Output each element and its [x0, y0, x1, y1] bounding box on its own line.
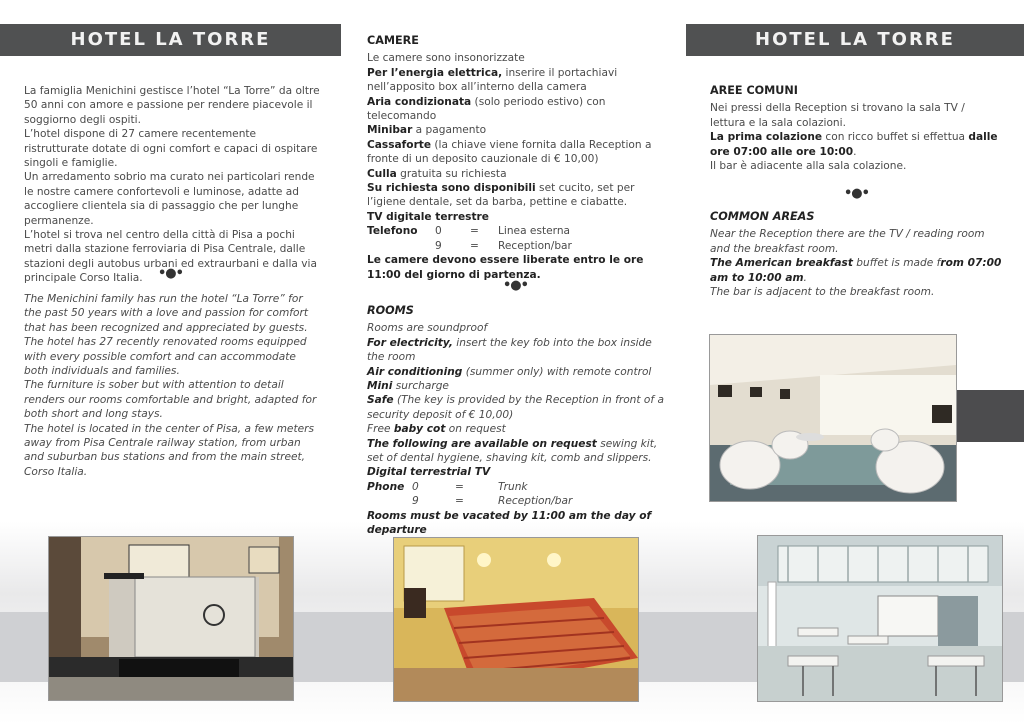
checkout-note: Rooms must be vacated by 11:00 am the day of departure: [367, 509, 652, 537]
it-paragraph: La famiglia Menichini gestisce l’hotel “La Torre” da oltre 50 anni con amore e passione per rendere piacevole il soggiorno degli ospiti.: [24, 85, 320, 126]
breakfast-room-photo: [757, 535, 1003, 702]
rooms-line: Digital terrestrial TV: [367, 466, 491, 479]
camere-line: Su richiesta sono disponibili set cucito, set per l’igiene dentale, set da barba, pettine e ciabatte.: [367, 182, 635, 209]
camere-section: [367, 34, 667, 282]
aree-title: AREE COMUNI: [710, 84, 798, 97]
it-paragraph: L’hotel si trova nel centro della città di Pisa a pochi metri dalla stazione ferroviaria di Pisa Centrale, dalle stazioni degli autobus urbani ed extraurbani e dalla via principale Corso Italia.: [24, 229, 317, 285]
common-areas-section: [710, 210, 1002, 299]
camere-line: Cassaforte (la chiave viene fornita dalla Reception a fronte di un deposito cauzionale di € 10,00): [367, 138, 652, 166]
right-header-title: HOTEL LA TORRE: [755, 29, 955, 50]
phone-row: Phone 0 = Trunk: [367, 480, 528, 493]
rooms-line: Air conditioning (summer only) with remote control: [367, 365, 652, 378]
rooms-line: Safe (The key is provided by the Reception in front of a security deposit of € 10,00): [367, 394, 664, 421]
lounge-photo: [709, 334, 957, 502]
camere-title: CAMERE: [367, 34, 419, 47]
camere-line: TV digitale terrestre: [367, 210, 489, 223]
rooms-line: For electricity, insert the key fob into the box inside the room: [367, 336, 652, 364]
camere-line: Culla gratuita su richiesta: [367, 167, 507, 180]
lounge-illustration: [710, 335, 956, 501]
right-separator: •●•: [844, 186, 869, 201]
common-line: Near the Reception there are the TV / reading room and the breakfast room.: [710, 228, 985, 255]
en-paragraph: The Menichini family has run the hotel “La Torre” for the past 50 years with a love and passion for comfort that has been recognized and appreciated by guests.: [24, 293, 308, 334]
checkout-note: Le camere devono essere liberate entro le ore 11:00 del giorno di partenza.: [367, 254, 644, 281]
camere-line: Le camere sono insonorizzate: [367, 52, 525, 65]
bedroom-photo: [393, 537, 639, 702]
rooms-section: [367, 304, 667, 538]
right-header-bar: [686, 24, 1024, 56]
it-paragraph: L’hotel dispone di 27 camere recentemente ristrutturate dotate di ogni comfort e capaci di ospitare singoli e famiglie.: [24, 128, 318, 170]
left-header-bar: [0, 24, 341, 56]
rooms-line: Rooms are soundproof: [367, 322, 488, 335]
left-italian-text: [24, 84, 322, 286]
bedroom-illustration: [394, 538, 638, 701]
left-separator: •●•: [158, 266, 183, 281]
it-paragraph: Un arredamento sobrio ma curato nei particolari rende le nostre camere confortevoli e luminose, adatte ad accogliere clientela sia di passaggio che per lunghe permanenze.: [24, 171, 315, 227]
right-accent-strip: [955, 390, 1024, 442]
common-title: COMMON AREAS: [710, 210, 815, 223]
phone-row: 9 = Reception/bar: [412, 495, 573, 508]
aree-line: Il bar è adiacente alla sala colazione.: [710, 160, 907, 173]
breakfast-room-illustration: [758, 536, 1002, 701]
camere-line: Minibar a pagamento: [367, 124, 487, 137]
en-paragraph: The furniture is sober but with attention to detail renders our rooms comfortable and bright, adapted for both short and long stays.: [24, 379, 317, 421]
reception-illustration: [49, 537, 293, 700]
phone-row: 9 = Reception/bar: [435, 239, 572, 252]
aree-comuni-section: [710, 84, 1002, 173]
en-paragraph: The hotel is located in the center of Pisa, a few meters away from Pisa Centrale railway station, from urban and suburban bus stations and from the main street, Corso Italia.: [24, 422, 314, 478]
phone-row: Telefono 0 = Linea esterna: [367, 225, 571, 238]
left-english-text: [24, 292, 322, 479]
rooms-title: ROOMS: [367, 304, 414, 317]
camere-line: Aria condizionata (solo periodo estivo) con telecomando: [367, 95, 606, 123]
en-paragraph: The hotel has 27 recently renovated rooms equipped with every possible comfort and can accommodate both individuals and families.: [24, 336, 307, 378]
aree-line: La prima colazione con ricco buffet si effettua dalle ore 07:00 alle ore 10:00.: [710, 131, 998, 158]
rooms-line: Free baby cot on request: [367, 423, 506, 436]
common-line: The American breakfast buffet is made from 07:00 am to 10:00 am.: [710, 257, 1002, 284]
rooms-line: Mini surcharge: [367, 380, 449, 393]
common-line: The bar is adjacent to the breakfast room.: [710, 286, 935, 299]
left-header-title: HOTEL LA TORRE: [70, 29, 271, 50]
camere-line: Per l’energia elettrica, inserire il portachiavi nell’apposito box all’interno della camera: [367, 66, 618, 94]
rooms-line: The following are available on request sewing kit, set of dental hygiene, shaving kit, comb and slippers.: [367, 437, 658, 465]
middle-separator: •●•: [503, 278, 528, 293]
aree-line: Nei pressi della Reception si trovano la sala TV / lettura e la sala colazioni.: [710, 102, 965, 129]
reception-photo: [48, 536, 294, 701]
